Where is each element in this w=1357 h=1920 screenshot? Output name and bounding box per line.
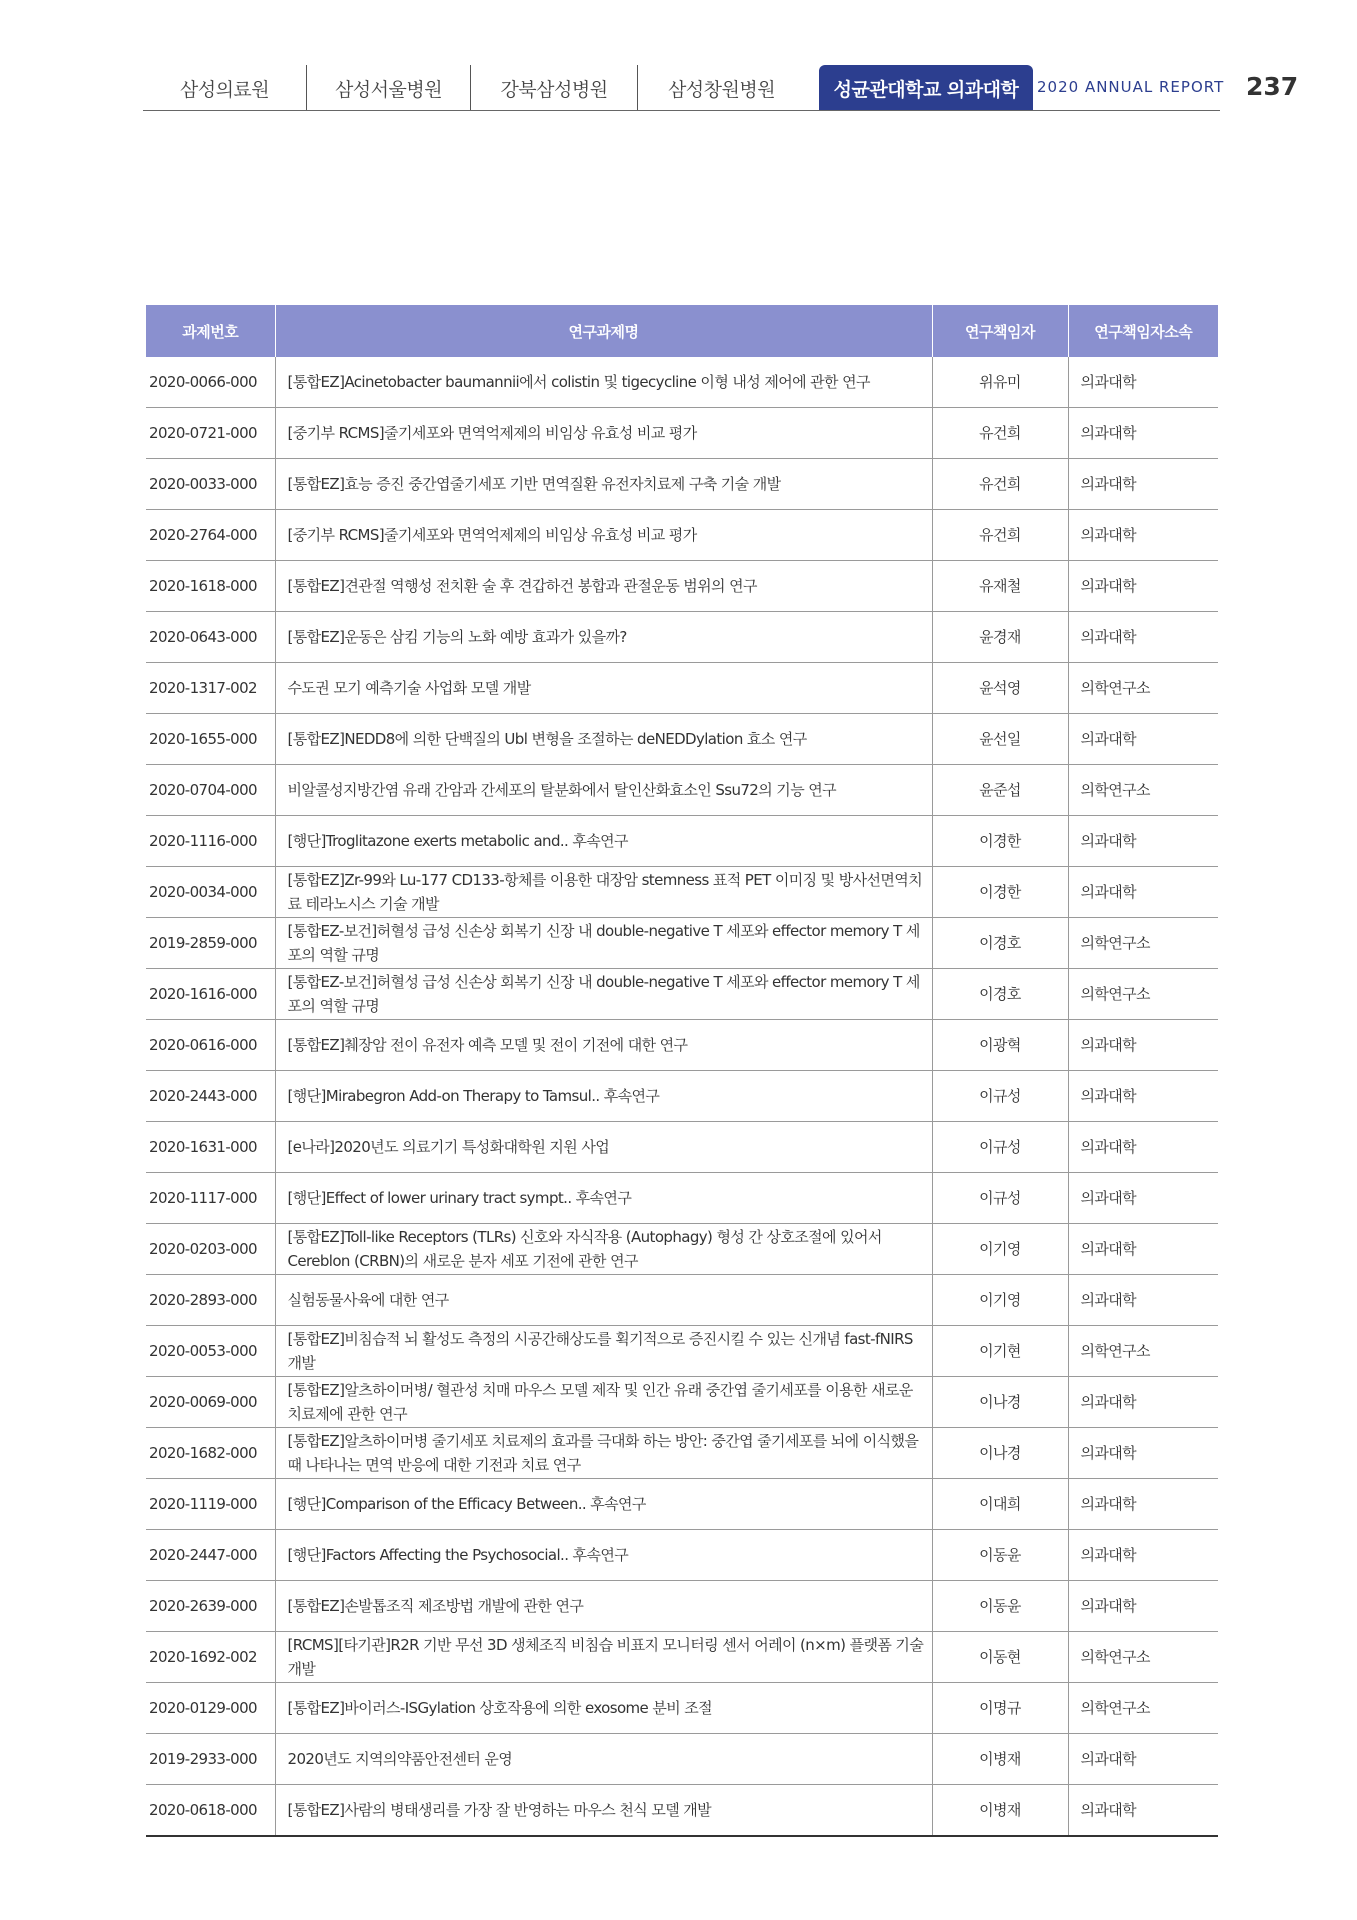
table-row [146, 816, 1218, 867]
affiliation-cell: 의과대학 [1068, 714, 1218, 765]
table-row [146, 1632, 1218, 1683]
table-row [146, 1224, 1218, 1275]
principal-investigator-cell: 이경호 [932, 969, 1068, 1020]
project-id-cell: 2020-0066-000 [146, 357, 275, 408]
table-row [146, 1326, 1218, 1377]
page-number: 237 [1246, 72, 1299, 101]
project-title-cell: [행단]Comparison of the Efficacy Between.. 후속연구 [275, 1479, 932, 1530]
affiliation-cell: 의학연구소 [1068, 1326, 1218, 1377]
project-id-cell: 2020-1692-002 [146, 1632, 275, 1683]
project-id-cell: 2020-0704-000 [146, 765, 275, 816]
project-id-cell: 2020-2443-000 [146, 1071, 275, 1122]
table-row [146, 1377, 1218, 1428]
affiliation-cell: 의학연구소 [1068, 969, 1218, 1020]
table-row [146, 663, 1218, 714]
table-row [146, 459, 1218, 510]
tab-skku-medicine-active[interactable]: 성균관대학교 의과대학 [819, 65, 1033, 111]
project-id-cell: 2020-2893-000 [146, 1275, 275, 1326]
tab-samsung-seoul-hospital[interactable]: 삼성서울병원 [307, 65, 471, 111]
project-id-cell: 2020-1631-000 [146, 1122, 275, 1173]
principal-investigator-cell: 이경한 [932, 816, 1068, 867]
column-header-pi-affiliation: 연구책임자소속 [1068, 305, 1218, 357]
project-title-cell: [RCMS][타기관]R2R 기반 무선 3D 생체조직 비침습 비표지 모니터링 센서 어레이 (n×m) 플랫폼 기술개발 [275, 1632, 932, 1683]
project-id-cell: 2020-1618-000 [146, 561, 275, 612]
tab-kangbuk-samsung-hospital[interactable]: 강북삼성병원 [471, 65, 638, 111]
project-id-cell: 2020-1655-000 [146, 714, 275, 765]
affiliation-cell: 의학연구소 [1068, 663, 1218, 714]
project-title-cell: [통합EZ]NEDD8에 의한 단백질의 Ubl 변형을 조절하는 deNEDDylation 효소 연구 [275, 714, 932, 765]
table-row [146, 1071, 1218, 1122]
table-row [146, 1581, 1218, 1632]
table-row [146, 1785, 1218, 1837]
affiliation-cell: 의과대학 [1068, 1275, 1218, 1326]
affiliation-cell: 의과대학 [1068, 1734, 1218, 1785]
project-title-cell: [통합EZ]손발톱조직 제조방법 개발에 관한 연구 [275, 1581, 932, 1632]
principal-investigator-cell: 이기영 [932, 1224, 1068, 1275]
principal-investigator-cell: 이병재 [932, 1734, 1068, 1785]
principal-investigator-cell: 윤석영 [932, 663, 1068, 714]
project-title-cell: [통합EZ]Zr-99와 Lu-177 CD133-항체를 이용한 대장암 stemness 표적 PET 이미징 및 방사선면역치료 테라노시스 기술 개발 [275, 867, 932, 918]
principal-investigator-cell: 유건희 [932, 510, 1068, 561]
project-id-cell: 2020-1119-000 [146, 1479, 275, 1530]
affiliation-cell: 의과대학 [1068, 357, 1218, 408]
section-tabs [143, 65, 1033, 111]
affiliation-cell: 의과대학 [1068, 1479, 1218, 1530]
project-id-cell: 2020-1117-000 [146, 1173, 275, 1224]
project-title-cell: [통합EZ]사람의 병태생리를 가장 잘 반영하는 마우스 천식 모델 개발 [275, 1785, 932, 1837]
table-header-row [146, 305, 1218, 357]
tab-samsung-changwon-hospital[interactable]: 삼성창원병원 [667, 78, 776, 101]
affiliation-cell: 의과대학 [1068, 510, 1218, 561]
project-title-cell: 실험동물사육에 대한 연구 [275, 1275, 932, 1326]
project-title-cell: [e나라]2020년도 의료기기 특성화대학원 지원 사업 [275, 1122, 932, 1173]
project-id-cell: 2020-2447-000 [146, 1530, 275, 1581]
table-row [146, 612, 1218, 663]
affiliation-cell: 의과대학 [1068, 1785, 1218, 1837]
project-id-cell: 2020-0033-000 [146, 459, 275, 510]
project-title-cell: [통합EZ]췌장암 전이 유전자 예측 모델 및 전이 기전에 대한 연구 [275, 1020, 932, 1071]
affiliation-cell: 의과대학 [1068, 561, 1218, 612]
project-id-cell: 2020-1616-000 [146, 969, 275, 1020]
principal-investigator-cell: 이기영 [932, 1275, 1068, 1326]
table-row [146, 1428, 1218, 1479]
project-title-cell: [통합EZ]운동은 삼킴 기능의 노화 예방 효과가 있을까? [275, 612, 932, 663]
project-id-cell: 2020-0616-000 [146, 1020, 275, 1071]
principal-investigator-cell: 윤준섭 [932, 765, 1068, 816]
principal-investigator-cell: 이나경 [932, 1377, 1068, 1428]
report-title: 2020 ANNUAL REPORT [1037, 78, 1225, 96]
table-row [146, 867, 1218, 918]
header-divider [143, 110, 1220, 111]
project-id-cell: 2020-1317-002 [146, 663, 275, 714]
project-title-cell: [행단]Effect of lower urinary tract sympt.. 후속연구 [275, 1173, 932, 1224]
table-row [146, 1734, 1218, 1785]
affiliation-cell: 의과대학 [1068, 816, 1218, 867]
affiliation-cell: 의과대학 [1068, 1173, 1218, 1224]
project-id-cell: 2020-0721-000 [146, 408, 275, 459]
project-id-cell: 2020-0034-000 [146, 867, 275, 918]
affiliation-cell: 의과대학 [1068, 1377, 1218, 1428]
project-id-cell: 2020-0643-000 [146, 612, 275, 663]
project-id-cell: 2020-1682-000 [146, 1428, 275, 1479]
affiliation-cell: 의과대학 [1068, 1530, 1218, 1581]
principal-investigator-cell: 이대희 [932, 1479, 1068, 1530]
project-title-cell: [통합EZ-보건]허혈성 급성 신손상 회복기 신장 내 double-negative T 세포와 effector memory T 세포의 역할 규명 [275, 969, 932, 1020]
project-title-cell: [통합EZ]견관절 역행성 전치환 술 후 견갑하건 봉합과 관절운동 범위의 연구 [275, 561, 932, 612]
affiliation-cell: 의과대학 [1068, 612, 1218, 663]
page-header [143, 65, 1225, 111]
table-row [146, 765, 1218, 816]
principal-investigator-cell: 유건희 [932, 459, 1068, 510]
principal-investigator-cell: 이기현 [932, 1326, 1068, 1377]
principal-investigator-cell: 이경한 [932, 867, 1068, 918]
tab-samsung-medical-center[interactable]: 삼성의료원 [143, 65, 307, 111]
project-title-cell: [중기부 RCMS]줄기세포와 면역억제제의 비임상 유효성 비교 평가 [275, 510, 932, 561]
project-id-cell: 2020-0069-000 [146, 1377, 275, 1428]
project-title-cell: [통합EZ]비침습적 뇌 활성도 측정의 시공간해상도를 획기적으로 증진시킬 수 있는 신개념 fast-fNIRS 개발 [275, 1326, 932, 1377]
affiliation-cell: 의과대학 [1068, 1020, 1218, 1071]
affiliation-cell: 의학연구소 [1068, 1632, 1218, 1683]
table-body [146, 357, 1218, 1836]
table-row [146, 357, 1218, 408]
project-id-cell: 2019-2933-000 [146, 1734, 275, 1785]
affiliation-cell: 의과대학 [1068, 459, 1218, 510]
project-title-cell: [행단]Mirabegron Add-on Therapy to Tamsul.. 후속연구 [275, 1071, 932, 1122]
table-row [146, 1275, 1218, 1326]
project-id-cell: 2019-2859-000 [146, 918, 275, 969]
principal-investigator-cell: 유건희 [932, 408, 1068, 459]
principal-investigator-cell: 이명규 [932, 1683, 1068, 1734]
affiliation-cell: 의과대학 [1068, 1122, 1218, 1173]
principal-investigator-cell: 위유미 [932, 357, 1068, 408]
project-id-cell: 2020-1116-000 [146, 816, 275, 867]
affiliation-cell: 의학연구소 [1068, 918, 1218, 969]
table-row [146, 1020, 1218, 1071]
table-row [146, 1683, 1218, 1734]
project-title-cell: [통합EZ]바이러스-ISGylation 상호작용에 의한 exosome 분비 조절 [275, 1683, 932, 1734]
principal-investigator-cell: 윤선일 [932, 714, 1068, 765]
project-title-cell: [통합EZ-보건]허혈성 급성 신손상 회복기 신장 내 double-negative T 세포와 effector memory T 세포의 역할 규명 [275, 918, 932, 969]
project-title-cell: 2020년도 지역의약품안전센터 운영 [275, 1734, 932, 1785]
affiliation-cell: 의과대학 [1068, 867, 1218, 918]
project-title-cell: [통합EZ]알츠하이머병/ 혈관성 치매 마우스 모델 제작 및 인간 유래 중간엽 줄기세포를 이용한 새로운 치료제에 관한 연구 [275, 1377, 932, 1428]
project-id-cell: 2020-0203-000 [146, 1224, 275, 1275]
affiliation-cell: 의학연구소 [1068, 765, 1218, 816]
project-title-cell: [행단]Troglitazone exerts metabolic and.. 후속연구 [275, 816, 932, 867]
principal-investigator-cell: 이동윤 [932, 1581, 1068, 1632]
principal-investigator-cell: 이병재 [932, 1785, 1068, 1837]
affiliation-cell: 의과대학 [1068, 1581, 1218, 1632]
project-title-cell: [통합EZ]Acinetobacter baumannii에서 colistin 및 tigecycline 이형 내성 제어에 관한 연구 [275, 357, 932, 408]
project-title-cell: [중기부 RCMS]줄기세포와 면역억제제의 비임상 유효성 비교 평가 [275, 408, 932, 459]
principal-investigator-cell: 이나경 [932, 1428, 1068, 1479]
table-row [146, 918, 1218, 969]
project-id-cell: 2020-0129-000 [146, 1683, 275, 1734]
principal-investigator-cell: 이경호 [932, 918, 1068, 969]
table-row [146, 510, 1218, 561]
project-title-cell: [통합EZ]알츠하이머병 줄기세포 치료제의 효과를 극대화 하는 방안: 중간엽 줄기세포를 뇌에 이식했을 때 나타나는 면역 반응에 대한 기전과 치료 연구 [275, 1428, 932, 1479]
table-row [146, 408, 1218, 459]
principal-investigator-cell: 윤경재 [932, 612, 1068, 663]
project-id-cell: 2020-2639-000 [146, 1581, 275, 1632]
column-header-principal-investigator: 연구책임자 [932, 305, 1068, 357]
affiliation-cell: 의과대학 [1068, 1071, 1218, 1122]
table-row [146, 1122, 1218, 1173]
project-title-cell: 비알콜성지방간염 유래 간암과 간세포의 탈분화에서 탈인산화효소인 Ssu72의 기능 연구 [275, 765, 932, 816]
project-id-cell: 2020-0053-000 [146, 1326, 275, 1377]
principal-investigator-cell: 이동윤 [932, 1530, 1068, 1581]
project-title-cell: 수도권 모기 예측기술 사업화 모델 개발 [275, 663, 932, 714]
table-row [146, 1479, 1218, 1530]
table-row [146, 1173, 1218, 1224]
research-projects-table [146, 305, 1218, 1837]
principal-investigator-cell: 이규성 [932, 1071, 1068, 1122]
project-title-cell: [행단]Factors Affecting the Psychosocial.. 후속연구 [275, 1530, 932, 1581]
principal-investigator-cell: 이규성 [932, 1122, 1068, 1173]
table-row [146, 969, 1218, 1020]
table-row [146, 561, 1218, 612]
affiliation-cell: 의과대학 [1068, 408, 1218, 459]
principal-investigator-cell: 이규성 [932, 1173, 1068, 1224]
table-row [146, 1530, 1218, 1581]
principal-investigator-cell: 이동현 [932, 1632, 1068, 1683]
project-title-cell: [통합EZ]Toll-like Receptors (TLRs) 신호와 자식작용 (Autophagy) 형성 간 상호조절에 있어서 Cereblon (CRBN)의 새로운 분자 세포 기전에 관한 연구 [275, 1224, 932, 1275]
table-row [146, 714, 1218, 765]
project-id-cell: 2020-2764-000 [146, 510, 275, 561]
affiliation-cell: 의과대학 [1068, 1224, 1218, 1275]
project-id-cell: 2020-0618-000 [146, 1785, 275, 1837]
principal-investigator-cell: 이광혁 [932, 1020, 1068, 1071]
principal-investigator-cell: 유재철 [932, 561, 1068, 612]
column-header-project-title: 연구과제명 [275, 305, 932, 357]
affiliation-cell: 의과대학 [1068, 1428, 1218, 1479]
affiliation-cell: 의학연구소 [1068, 1683, 1218, 1734]
project-title-cell: [통합EZ]효능 증진 중간엽줄기세포 기반 면역질환 유전자치료제 구축 기술 개발 [275, 459, 932, 510]
column-header-project-id: 과제번호 [146, 305, 275, 357]
